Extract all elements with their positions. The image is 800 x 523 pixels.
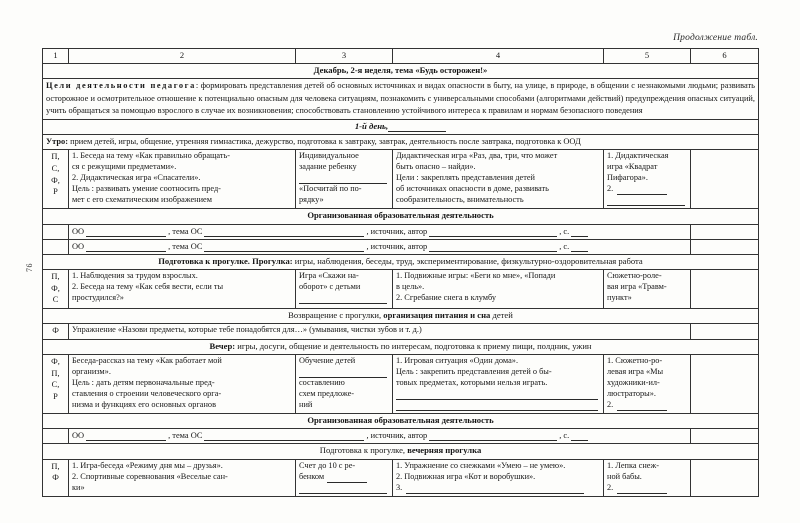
walk-col2	[69, 270, 296, 309]
return-bold: организация питания и сна	[383, 309, 491, 320]
text-line	[299, 472, 389, 483]
text-line	[607, 400, 687, 411]
planning-table	[42, 48, 759, 497]
text-line: низма и функциях его основных органов	[72, 399, 216, 409]
return-banner-row	[43, 308, 759, 323]
text-line: игра «Квадрат	[607, 162, 658, 172]
text-line: 2. Спортивные соревнования «Веселые сан-	[72, 471, 228, 481]
text-line: 1. Беседа на тему «Как правильно обращать-	[72, 151, 231, 161]
fill-in-line[interactable]	[396, 401, 598, 411]
ood-spacer-1b	[43, 239, 69, 254]
column-number-1: 1	[43, 49, 69, 64]
column-number-3: 3	[296, 49, 393, 64]
text-fragment: бенком	[299, 471, 325, 481]
theme-label: , тема ОС	[168, 226, 203, 236]
evening-col5	[604, 355, 691, 414]
list-marker: 2.	[607, 184, 614, 194]
fill-in-line[interactable]	[396, 390, 598, 400]
text-line: 1. Подвижные игры: «Беги ко мне», «Попади	[396, 271, 556, 281]
theme-banner: Декабрь, 2-я неделя, тема «Будь осторожен!»	[43, 64, 759, 79]
morning-col6	[691, 150, 759, 209]
ood-spacer-1b-right	[691, 239, 759, 254]
ood-spacer-1a	[43, 224, 69, 239]
text-line: Беседа-рассказ на тему «Как работает мой	[72, 356, 222, 366]
page-label: , с.	[559, 226, 570, 236]
evening-col4	[393, 355, 604, 414]
text-line: Цель : дать детям первоначальные пред-	[72, 378, 215, 388]
fill-in-line[interactable]	[607, 196, 685, 206]
text-line: мет с его схематическим изображением	[72, 195, 212, 205]
morning-label: Утро:	[46, 137, 68, 147]
evening-walk-banner	[43, 444, 759, 459]
text-line: художники-ил-	[607, 378, 660, 388]
morning-col3	[296, 150, 393, 209]
page-label: , с.	[559, 241, 570, 251]
text-line: организм».	[72, 367, 111, 377]
evening-banner	[43, 339, 759, 354]
return-col6	[691, 324, 759, 340]
fill-in-line[interactable]	[617, 402, 667, 411]
text-line: ся с режущими предметами».	[72, 162, 177, 172]
text-line: Цели : закреплять представления детей	[396, 173, 535, 183]
category-item: П,	[51, 272, 60, 282]
text-line: ний	[299, 399, 313, 409]
text-line: простудился?»	[72, 292, 124, 302]
page-label: , с.	[559, 431, 570, 441]
text-line: Обучение детей	[299, 356, 356, 366]
text-line: Игра «Скажи на-	[299, 271, 359, 281]
ood-line-row-2	[43, 429, 759, 444]
page-number: 76	[25, 263, 34, 272]
category-item: С,	[51, 164, 60, 174]
column-number-2: 2	[69, 49, 296, 64]
evening-col2	[69, 355, 296, 414]
source-label: , источник, автор	[366, 226, 428, 236]
morning-text: прием детей, игры, общение, утренняя гимнастика, дежурство, подготовка к завтраку, завтрак, деятельность после завтрака, подготовка к ООД	[68, 137, 581, 147]
category-item: С,	[51, 380, 60, 390]
goals-label: Цели деятельности педагога	[46, 81, 196, 91]
category-item: П,	[51, 368, 60, 378]
text-line: ставления о строении человеческого орга-	[72, 388, 222, 398]
category-item: Ф,	[51, 175, 60, 185]
walk-categories	[43, 270, 69, 309]
theme-blank[interactable]	[204, 228, 364, 237]
text-line: ной бабы.	[607, 471, 642, 481]
ood-spacer-2	[43, 429, 69, 444]
text-line: 1. Игровая ситуация «Один дома».	[396, 356, 519, 366]
text-line: 1. Лепка снеж-	[607, 460, 659, 470]
return-plain: Возвращение с прогулки,	[288, 309, 384, 320]
walk-prep-label: Подготовка к прогулке.	[158, 255, 253, 266]
column-number-row	[43, 49, 759, 64]
day-marker	[43, 119, 759, 134]
theme-label: , тема ОС	[168, 241, 203, 251]
evening-content-row	[43, 355, 759, 414]
evening-col3	[296, 355, 393, 414]
text-line: Пифагора».	[607, 173, 648, 183]
ood-line-row-1b	[43, 239, 759, 254]
morning-banner-row	[43, 135, 759, 150]
column-number-4: 4	[393, 49, 604, 64]
theme-label: , тема ОС	[168, 431, 203, 441]
oo-blank[interactable]	[86, 243, 166, 252]
ood-banner-1: Организованная образовательная деятельность	[43, 209, 759, 224]
ood-spacer-1a-right	[691, 224, 759, 239]
evening-col6	[691, 355, 759, 414]
text-line: 1. Дидактическая	[607, 151, 669, 161]
list-marker: 2.	[607, 482, 614, 492]
page-blank[interactable]	[571, 432, 588, 441]
evening-walk-col6	[691, 459, 759, 496]
oo-blank[interactable]	[86, 228, 166, 237]
text-line: левая игра «Мы	[607, 367, 664, 377]
list-marker: 2.	[607, 399, 614, 409]
ood-fill-line-1a	[69, 224, 691, 239]
source-label: , источник, автор	[366, 431, 428, 441]
text-line: в цель».	[396, 282, 425, 292]
day-marker-label: 1-й день,	[354, 120, 389, 131]
fill-in-line[interactable]	[617, 186, 667, 195]
text-line: 1. Упражнение со снежками «Умею – не умею».	[396, 460, 566, 470]
column-number-5: 5	[604, 49, 691, 64]
ood-banner-2: Организованная образовательная деятельность	[43, 413, 759, 428]
walk-banner	[43, 254, 759, 269]
category-item: П,	[51, 152, 60, 162]
ood-banner-row-2	[43, 413, 759, 428]
evening-walk-col2	[69, 459, 296, 496]
text-line: «Посчитай по по-	[299, 184, 362, 194]
category-item: Р	[53, 187, 58, 197]
text-line: быть опасно – найди».	[396, 162, 476, 172]
theme-blank[interactable]	[204, 243, 364, 252]
text-line	[607, 483, 687, 494]
text-line: Цель : закрепить представления детей о бы-	[396, 367, 552, 377]
text-line: оборот» с детьми	[299, 282, 361, 292]
text-line	[396, 483, 600, 494]
continuation-header: Продолжение табл.	[673, 33, 758, 43]
text-line: ки»	[72, 482, 85, 492]
page-blank[interactable]	[571, 243, 588, 252]
return-content-row	[43, 324, 759, 340]
text-line: рядку»	[299, 195, 324, 205]
text-line: Индивидуальное	[299, 151, 359, 161]
text-line: 2. Беседа на тему «Как себя вести, если ты	[72, 282, 224, 292]
source-blank[interactable]	[429, 432, 557, 441]
evening-walk-content-row	[43, 459, 759, 496]
ood-line-row-1a	[43, 224, 759, 239]
oo-label: ОО	[72, 431, 85, 441]
oo-label: ОО	[72, 241, 85, 251]
category-item: Р	[53, 391, 58, 401]
text-line: товых предметах, которыми нельзя играть.	[396, 378, 548, 388]
text-line: пункт»	[607, 292, 632, 302]
fill-in-line[interactable]	[406, 485, 584, 494]
evening-text: игры, досуги, общение и деятельность по интересам, подготовка к приему пищи, полдник, ужин	[235, 340, 592, 351]
walk-banner-row	[43, 254, 759, 269]
evening-walk-col4	[393, 459, 604, 496]
walk-col6	[691, 270, 759, 309]
text-line: Цель : развивать умение соотносить пред-	[72, 184, 221, 194]
category-item: Ф	[52, 473, 59, 483]
evening-walk-categories	[43, 459, 69, 496]
text-line: задание ребенку	[299, 162, 357, 172]
source-blank[interactable]	[429, 228, 557, 237]
page-blank[interactable]	[571, 228, 588, 237]
text-line: составлению	[299, 378, 345, 388]
category-item: П,	[51, 461, 60, 471]
ood-fill-line-2	[69, 429, 691, 444]
fill-in-line[interactable]	[299, 368, 387, 378]
text-line	[607, 184, 687, 195]
walk-col3	[296, 270, 393, 309]
morning-content-row	[43, 150, 759, 209]
evening-walk-col5	[604, 459, 691, 496]
text-line: Счет до 10 с ре-	[299, 460, 356, 470]
category-item: Ф,	[51, 357, 60, 367]
theme-blank[interactable]	[204, 432, 364, 441]
evening-walk-col3	[296, 459, 393, 496]
text-line: Сюжетно-роле-	[607, 271, 662, 281]
category-item: Ф,	[51, 283, 60, 293]
return-category: Ф	[43, 324, 69, 340]
text-line: схем предложе-	[299, 389, 355, 399]
fill-in-line[interactable]	[617, 485, 667, 494]
text-line: 1. Игра-беседа «Режиму дня мы – друзья».	[72, 460, 223, 470]
fill-in-line[interactable]	[299, 174, 387, 184]
evening-walk-bold: вечерняя прогулка	[407, 445, 482, 456]
evening-label: Вечер:	[209, 340, 236, 351]
text-line: 2. Дидактическая игра «Спасатели».	[72, 173, 201, 183]
text-line: вая игра «Травм-	[607, 282, 667, 292]
walk-col4	[393, 270, 604, 309]
morning-categories	[43, 150, 69, 209]
source-label: , источник, автор	[366, 241, 428, 251]
oo-label: ОО	[72, 226, 85, 236]
oo-blank[interactable]	[86, 432, 166, 441]
evening-walk-banner-row	[43, 444, 759, 459]
fill-in-line[interactable]	[299, 294, 387, 304]
morning-col5	[604, 150, 691, 209]
day-marker-row	[43, 119, 759, 134]
fill-in-line[interactable]	[327, 474, 367, 483]
text-line: 2. Сгребание снега в клумбу	[396, 292, 497, 302]
evening-banner-row	[43, 339, 759, 354]
source-blank[interactable]	[429, 243, 557, 252]
ood-fill-line-1b	[69, 239, 691, 254]
return-banner	[43, 308, 759, 323]
morning-col4	[393, 150, 604, 209]
text-line: сообразительность, внимательность	[396, 195, 524, 205]
day-blank-line[interactable]	[388, 123, 446, 132]
evening-categories	[43, 355, 69, 414]
goals-cell	[43, 79, 759, 120]
text-line: 2. Подвижная игра «Кот и воробушки».	[396, 471, 536, 481]
morning-col2	[69, 150, 296, 209]
walk-content-row	[43, 270, 759, 309]
goals-text: : формировать представления детей об основных источниках и видах опасности в быту, на улице, в природе, в общении с незнакомыми людьми; развивать осторожное и осмотрительное отношение к потенциально опасным для человека ситуациям, познакомить с универсальными способами (алгоритмами действий) предупреждения опасных ситуаций, учить обращаться за помощью взрослого в случае их возникновения; способствовать становлению устойчивого интереса к правилам и нормам безопасного поведения	[46, 81, 755, 115]
text-line: Дидактическая игра «Раз, два, три, что может	[396, 151, 558, 161]
theme-banner-row	[43, 64, 759, 79]
walk-col5	[604, 270, 691, 309]
list-marker: 3.	[396, 482, 403, 492]
ood-banner-row-1	[43, 209, 759, 224]
text-line: люстраторы».	[607, 388, 656, 398]
return-tail: детей	[490, 309, 513, 320]
goals-row	[43, 79, 759, 120]
evening-walk-plain: Подготовка к прогулке,	[319, 445, 408, 456]
walk-text: игры, наблюдения, беседы, труд, экспериментирование, физкультурно-оздоровительная работа	[292, 255, 643, 266]
column-number-6: 6	[691, 49, 759, 64]
fill-in-line[interactable]	[299, 484, 387, 494]
text-line: 1. Сюжетно-ро-	[607, 356, 663, 366]
ood-spacer-2-right	[691, 429, 759, 444]
return-text: Упражнение «Назови предметы, которые тебе понадобятся для…» (умывания, чистки зубов и т. д.)	[69, 324, 691, 340]
text-line: 1. Наблюдения за трудом взрослых.	[72, 271, 198, 281]
category-item: С	[52, 295, 59, 305]
morning-banner	[43, 135, 759, 150]
walk-label: Прогулка:	[252, 255, 293, 266]
text-line: об источниках опасности в доме, развивать	[396, 184, 549, 194]
